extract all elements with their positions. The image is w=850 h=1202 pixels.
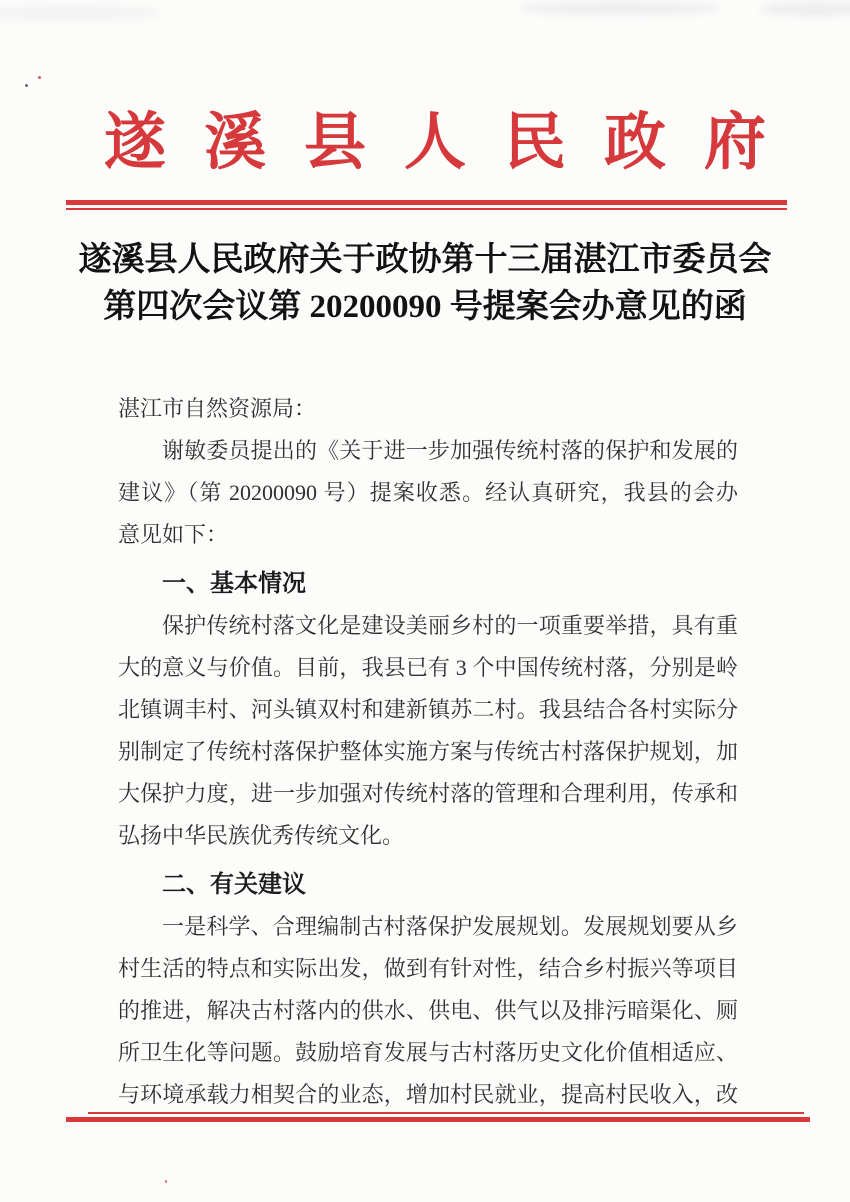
body-line: 村生活的特点和实际出发，做到有针对性，结合乡村振兴等项目 [118,956,738,981]
body-line: 弘扬中华民族优秀传统文化。 [118,823,405,848]
body-line: 大的意义与价值。目前，我县已有 3 个中国传统村落，分别是岭 [118,655,738,680]
document-body [118,388,738,1116]
body-line: 建议》（第 20200090 号）提案收悉。经认真研究，我县的会办 [118,480,738,505]
scan-speck [165,1180,167,1183]
body-line: 意见如下： [118,522,229,547]
document-title-line1: 遂溪县人民政府关于政协第十三届湛江市委员会 [78,242,772,278]
body-line: 所卫生化等问题。鼓励培育发展与古村落历史文化价值相适应、 [118,1040,738,1065]
scan-speck [38,76,41,79]
body-line: 大保护力度，进一步加强对传统村落的管理和合理利用，传承和 [118,781,738,806]
letterhead-title: 遂溪县人民政府 [103,109,804,177]
letterhead-rule-thick [66,200,787,205]
scan-speck [25,84,28,87]
body-line: 保护传统村落文化是建设美丽乡村的一项重要举措，具有重 [162,613,738,638]
letterhead-rule-thin [66,208,787,210]
body-line: 与环境承载力相契合的业态，增加村民就业，提高村民收入，改 [118,1082,738,1107]
body-line: 别制定了传统村落保护整体实施方案与传统古村落保护规划，加 [118,739,738,764]
document-title-line2: 第四次会议第 20200090 号提案会办意见的函 [103,289,747,325]
section-heading: 一、基本情况 [162,570,306,597]
section-heading: 二、有关建议 [162,871,306,898]
document-title [0,237,850,331]
body-line: 的推进，解决古村落内的供水、供电、供气以及排污暗渠化、厕 [118,998,738,1023]
footer-rule-thin [88,1112,804,1114]
scan-smudge [760,2,850,16]
scan-smudge [520,2,720,15]
body-line: 谢敏委员提出的《关于进一步加强传统村落的保护和发展的 [162,438,738,463]
body-line: 一是科学、合理编制古村落保护发展规划。发展规划要从乡 [162,914,738,939]
recipient-line: 湛江市自然资源局： [118,396,317,421]
footer-rule-thick [66,1117,810,1122]
scan-smudge [0,6,160,20]
body-line: 北镇调丰村、河头镇双村和建新镇苏二村。我县结合各村实际分 [118,697,738,722]
